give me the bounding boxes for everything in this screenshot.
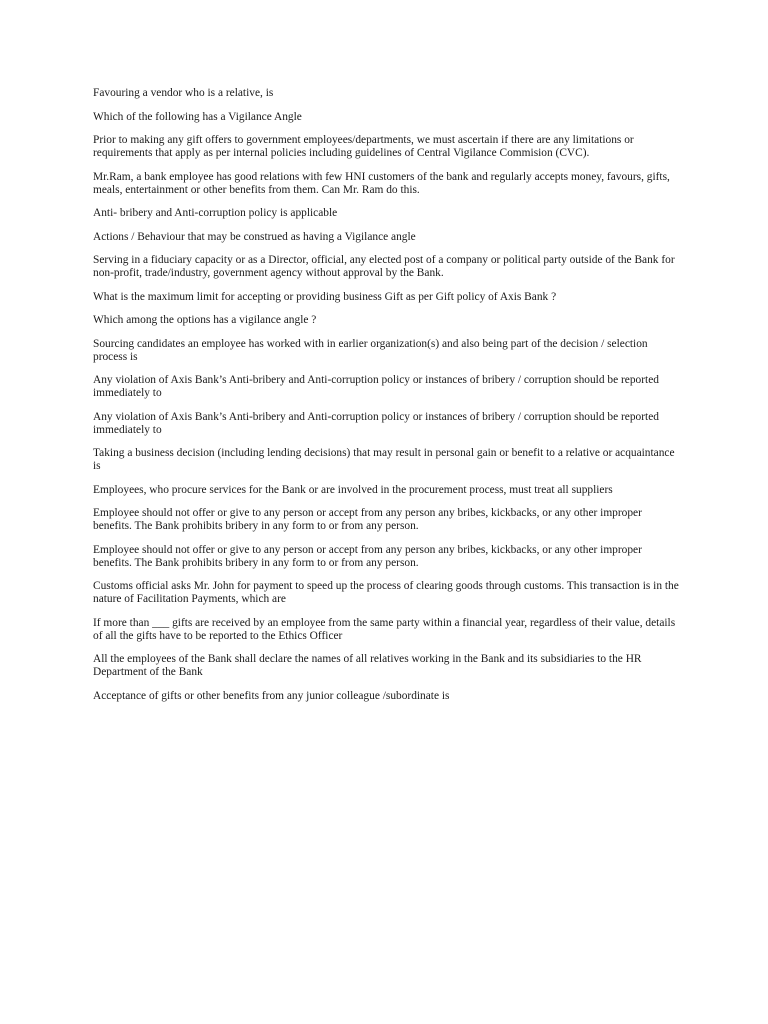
question-text: Customs official asks Mr. John for payment to speed up the process of clearing goods through customs. This transaction is in the nature of Facilitation Payments, which are	[93, 580, 679, 605]
question-text: Prior to making any gift offers to government employees/departments, we must ascertain if there are any limitations or requirements that apply as per internal policies including guidelines of Central Vigilance Commision (CVC).	[93, 134, 634, 159]
question-text: All the employees of the Bank shall declare the names of all relatives working in the Bank and its subsidiaries to the HR Department of the Bank	[93, 653, 642, 678]
question-text: Taking a business decision (including lending decisions) that may result in personal gain or benefit to a relative or acquaintance is	[93, 447, 675, 472]
question-text: Any violation of Axis Bank’s Anti-bribery and Anti-corruption policy or instances of bribery / corruption should be reported immediately to	[93, 374, 659, 399]
question-text: Any violation of Axis Bank’s Anti-bribery and Anti-corruption policy or instances of bribery / corruption should be reported immediately to	[93, 410, 659, 436]
question-text: What is the maximum limit for accepting or providing business Gift as per Gift policy of Axis Bank ?	[93, 290, 557, 303]
question-text: Employee should not offer or give to any person or accept from any person any bribes, kickbacks, or any other improper benefits. The Bank prohibits bribery in any form to or from any person.	[93, 507, 642, 532]
question-text: Serving in a fiduciary capacity or as a Director, official, any elected post of a company or political party outside of the Bank for non-profit, trade/industry, government agency without approval by the Bank.	[93, 254, 675, 279]
question-text: If more than ___ gifts are received by an employee from the same party within a financial year, regardless of their value, details of all the gifts have to be reported to the Ethics Officer	[93, 616, 676, 642]
question-text: Employees, who procure services for the Bank or are involved in the procurement process, must treat all suppliers	[93, 483, 613, 496]
question-text: Employee should not offer or give to any person or accept from any person any bribes, kickbacks, or any other improper benefits. The Bank prohibits bribery in any form to or from any person.	[93, 543, 642, 569]
question-text: Which among the options has a vigilance angle ?	[93, 314, 317, 326]
document-page	[93, 87, 683, 713]
question-text: Anti- bribery and Anti-corruption policy is applicable	[93, 207, 338, 219]
question-text: Favouring a vendor who is a relative, is	[93, 87, 274, 99]
question-text: Mr.Ram, a bank employee has good relations with few HNI customers of the bank and regularly accepts money, favours, gifts, meals, entertainment or other benefits from them. Can Mr. Ram do this.	[93, 170, 670, 196]
question-text: Sourcing candidates an employee has worked with in earlier organization(s) and also being part of the decision / selection process is	[93, 337, 648, 363]
question-text: Acceptance of gifts or other benefits from any junior colleague /subordinate is	[93, 689, 450, 702]
question-text: Which of the following has a Vigilance Angle	[93, 110, 302, 123]
question-text: Actions / Behaviour that may be construed as having a Vigilance angle	[93, 230, 416, 243]
